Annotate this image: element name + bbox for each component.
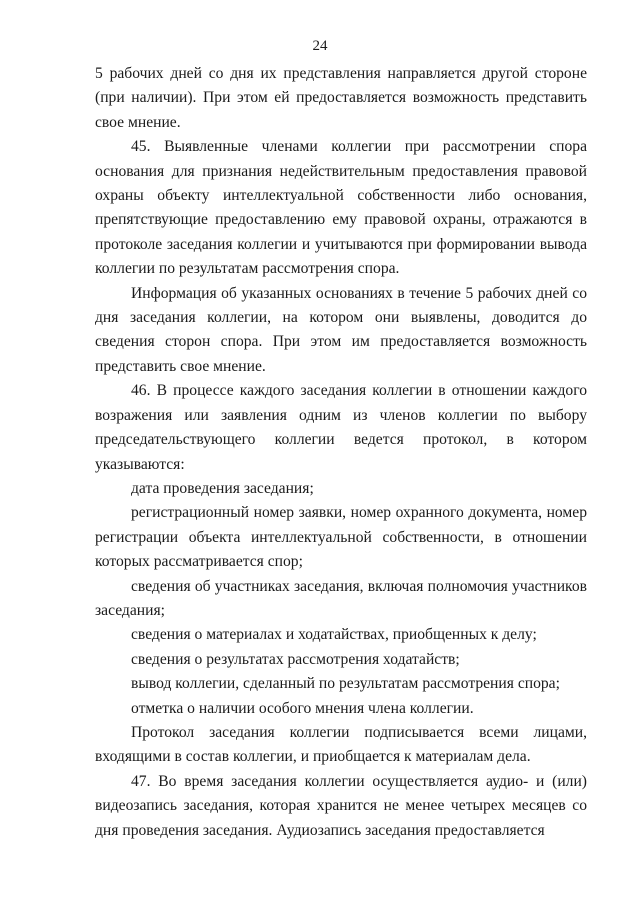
list-item-registration: регистрационный номер заявки, номер охранного документа, номер регистрации объекта интеллектуальной собственности, в отношении которых рассматривается спор; — [95, 504, 587, 571]
paragraph-protocol-signing: Протокол заседания коллегии подписывается всеми лицами, входящими в состав коллегии, и приобщается к материалам дела. — [95, 723, 587, 766]
list-item-participants: сведения об участниках заседания, включая полномочия участников заседания; — [95, 577, 587, 619]
paragraph-46: 46. В процессе каждого заседания коллегии в отношении каждого возражения или заявления одним из членов коллегии по выбору председательствующего коллегии ведется протокол, в котором указываются: — [95, 382, 587, 473]
paragraph-45: 45. Выявленные членами коллегии при рассмотрении спора основания для признания недействительным предоставления правовой охраны объекту интеллектуальной собственности либо основания, препятствующие предоставлению ему правовой охраны, отражаются в протоколе заседания коллегии и учитываются при формировании вывода коллегии по результатам рассмотрения спора. — [95, 138, 587, 278]
list-item-date: дата проведения заседания; — [131, 479, 314, 497]
page-number: 24 — [312, 38, 328, 54]
paragraph-continuation: 5 рабочих дней со дня их представления направляется другой стороне (при наличии). При этом ей предоставляется возможность представить свое мнение. — [95, 65, 587, 131]
list-item-dissent: отметка о наличии особого мнения члена коллегии. — [131, 699, 474, 717]
list-item-materials: сведения о материалах и ходатайствах, приобщенных к делу; — [131, 626, 537, 644]
list-item-petitions: сведения о результатах рассмотрения ходатайств; — [131, 650, 460, 668]
list-item-conclusion: вывод коллегии, сделанный по результатам рассмотрения спора; — [131, 675, 560, 693]
paragraph-information: Информация об указанных основаниях в течение 5 рабочих дней со дня заседания коллегии, на котором они выявлены, доводится до сведения сторон спора. При этом им предоставляется возможность представить свое мнение. — [95, 284, 587, 375]
paragraph-47: 47. Во время заседания коллегии осуществляется аудио- и (или) видеозапись заседания, которая хранится не менее четырех месяцев со дня проведения заседания. Аудиозапись заседания предоставляется — [95, 772, 587, 839]
document-body — [95, 62, 587, 843]
